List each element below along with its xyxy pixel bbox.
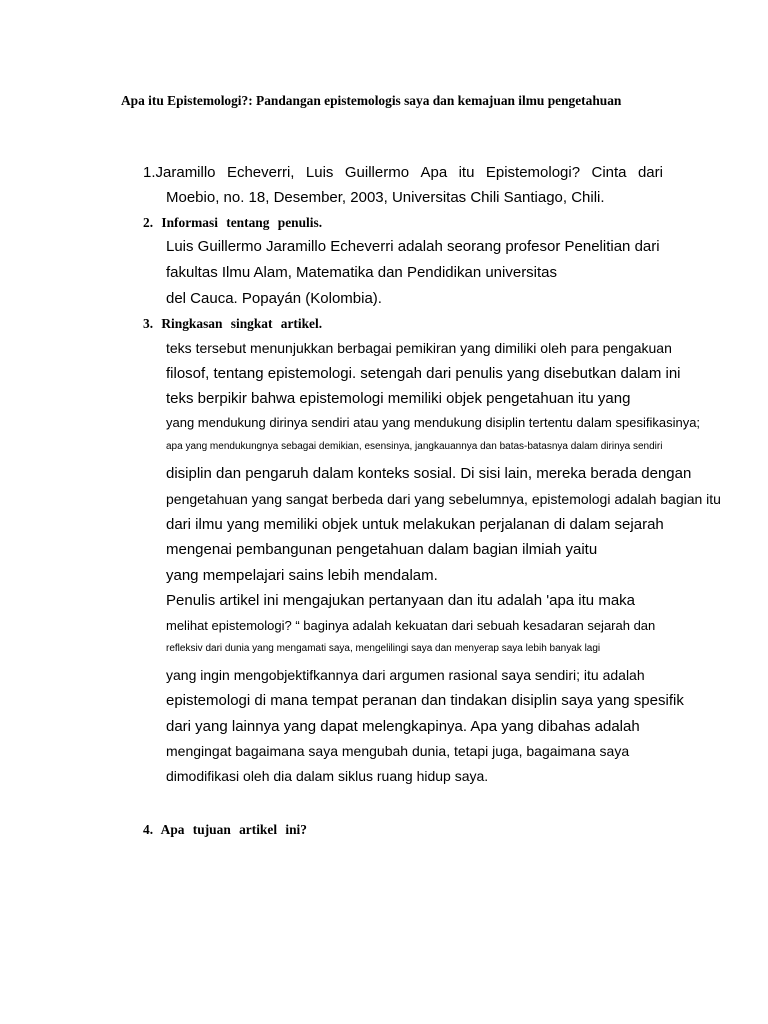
citation-line-2: Moebio, no. 18, Desember, 2003, Universitas Chili Santiago, Chili. — [166, 189, 605, 206]
body-text-line: refleksiv dari dunia yang mengamati saya, mengelilingi saya dan menyerap saya lebih banyak lagi — [166, 643, 601, 654]
body-text-line: fakultas Ilmu Alam, Matematika dan Pendidikan universitas — [166, 264, 558, 281]
body-text-line: teks tersebut menunjukkan berbagai pemikiran yang dimiliki oleh para pengakuan — [166, 340, 672, 356]
citation-word: itu — [458, 164, 475, 181]
citation-word: dari — [637, 164, 663, 181]
body-text-line: teks berpikir bahwa epistemologi memiliki objek pengetahuan itu yang — [166, 390, 631, 407]
citation-word: Apa — [420, 164, 448, 181]
citation-word: Echeverri, — [226, 164, 295, 181]
body-text-line: yang mempelajari sains lebih mendalam. — [166, 567, 438, 584]
body-text-line: pengetahuan yang sangat berbeda dari yang sebelumnya, epistemologi adalah bagian itu — [166, 491, 721, 507]
body-text-line: del Cauca. Popayán (Kolombia). — [166, 290, 382, 307]
citation-word: Epistemologi? — [485, 164, 581, 181]
document-title: Apa itu Epistemologi?: Pandangan epistemologis saya dan kemajuan ilmu pengetahuan — [121, 93, 622, 108]
citation-word: Guillermo — [344, 164, 410, 181]
citation-line-1 — [143, 164, 663, 181]
body-text-line: melihat epistemologi? “ baginya adalah kekuatan dari sebuah kesadaran sejarah dan — [166, 618, 656, 633]
section-heading-author: 2. Informasi tentang penulis. — [143, 215, 323, 230]
body-text-line: mengenai pembangunan pengetahuan dalam bagian ilmiah yaitu — [166, 541, 598, 558]
body-text-line: dari yang lainnya yang dapat melengkapinya. Apa yang dibahas adalah — [166, 718, 640, 735]
body-text-line: filosof, tentang epistemologi. setengah dari penulis yang disebutkan dalam ini — [166, 365, 681, 382]
citation-word: 1.Jaramillo — [143, 164, 216, 181]
body-text-line: yang mendukung dirinya sendiri atau yang mendukung disiplin tertentu dalam spesifikasinya; — [166, 415, 701, 430]
body-text-line: disiplin dan pengaruh dalam konteks sosial. Di sisi lain, mereka berada dengan — [166, 465, 692, 482]
body-text-line: mengingat bagaimana saya mengubah dunia, tetapi juga, bagaimana saya — [166, 743, 630, 759]
citation-word: Cinta — [591, 164, 627, 181]
body-text-line: dimodifikasi oleh dia dalam siklus ruang hidup saya. — [166, 768, 489, 784]
section-heading-purpose: 4. Apa tujuan artikel ini? — [143, 822, 307, 837]
body-text-line: epistemologi di mana tempat peranan dan tindakan disiplin saya yang spesifik — [166, 692, 684, 709]
body-text-line: Luis Guillermo Jaramillo Echeverri adalah seorang profesor Penelitian dari — [166, 238, 660, 255]
body-text-line: apa yang mendukungnya sebagai demikian, esensinya, jangkauannya dan batas-batasnya dalam dirinya sendiri — [166, 441, 663, 452]
section-heading-summary: 3. Ringkasan singkat artikel. — [143, 316, 323, 331]
body-text-line: Penulis artikel ini mengajukan pertanyaan dan itu adalah 'apa itu maka — [166, 592, 635, 609]
body-text-line: dari ilmu yang memiliki objek untuk melakukan perjalanan di dalam sejarah — [166, 516, 664, 533]
body-text-line: yang ingin mengobjektifkannya dari argumen rasional saya sendiri; itu adalah — [166, 667, 645, 683]
citation-word: Luis — [305, 164, 334, 181]
